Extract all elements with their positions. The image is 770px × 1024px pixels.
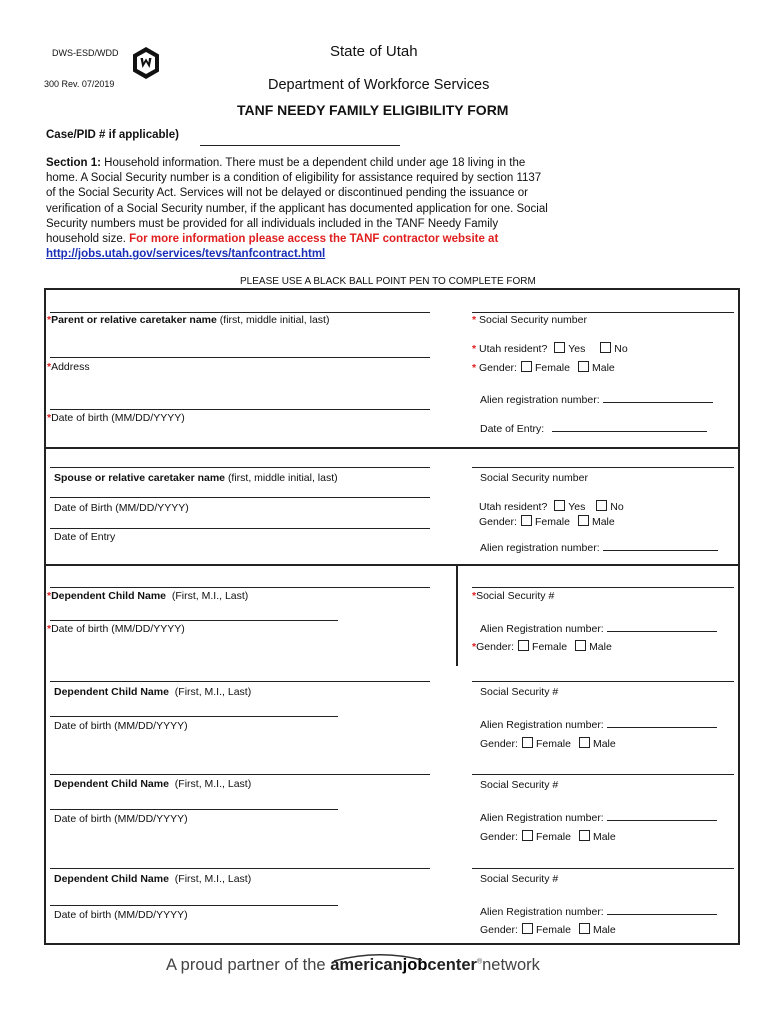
spouse-resident-no-checkbox[interactable] — [596, 500, 607, 511]
child2-name-field[interactable] — [50, 681, 430, 682]
child2-dob-field[interactable] — [50, 716, 338, 717]
section1-red-notice: For more information please access the TANF contractor website at — [129, 233, 499, 246]
child4-alien-reg: Alien Registration number: — [480, 906, 717, 918]
child1-dob-label: *Date of birth (MM/DD/YYYY) — [47, 623, 185, 635]
child3-name-label: Dependent Child Name (First, M.I., Last) — [54, 778, 252, 790]
spouse-utah-resident: Utah resident? Yes No — [479, 501, 624, 513]
child1-name-field[interactable] — [50, 587, 430, 588]
spouse-male-checkbox[interactable] — [578, 515, 589, 526]
parent-date-of-entry: Date of Entry: — [480, 423, 707, 435]
parent-female-checkbox[interactable] — [521, 361, 532, 372]
spouse-gender: Gender: Female Male — [479, 516, 615, 528]
footer-partner-line — [166, 956, 540, 975]
parent-ssn-field[interactable] — [472, 312, 734, 313]
brand-job: job — [402, 956, 428, 974]
child3-name-field[interactable] — [50, 774, 430, 775]
parent-address-label: *Address — [47, 361, 90, 373]
brand-center: center — [427, 956, 477, 974]
parent-ssn-label: * Social Security number — [472, 314, 587, 326]
spouse-ssn-label: Social Security number — [480, 472, 588, 484]
parent-alien-reg-field[interactable] — [603, 402, 713, 403]
child4-name-label: Dependent Child Name (First, M.I., Last) — [54, 873, 252, 885]
spouse-dob-label: Date of Birth (MM/DD/YYYY) — [54, 502, 189, 514]
child4-alien-reg-field[interactable] — [607, 914, 717, 915]
footer-suffix: network — [482, 956, 540, 974]
child2-ssn-label: Social Security # — [480, 686, 559, 698]
child1-ssn-field[interactable] — [472, 587, 734, 588]
section1-line6: household size. — [46, 233, 126, 246]
spouse-date-of-entry-label: Date of Entry — [54, 531, 116, 543]
parent-resident-yes-checkbox[interactable] — [554, 342, 565, 353]
child4-female-checkbox[interactable] — [522, 923, 533, 934]
parent-date-of-entry-field[interactable] — [552, 431, 707, 432]
child1-divider — [456, 564, 458, 666]
separator-child1 — [44, 564, 738, 566]
parent-gender: * Gender: Female Male — [472, 362, 615, 374]
parent-dob-field[interactable] — [50, 409, 430, 410]
child4-dob-field[interactable] — [50, 905, 338, 906]
section1-line2: home. A Social Security number is a condition of eligibility for assistance required by section 1137 — [46, 172, 542, 185]
dws-logo-icon — [131, 46, 161, 80]
child4-male-checkbox[interactable] — [579, 923, 590, 934]
footer-prefix: A proud partner of the — [166, 956, 331, 974]
child2-ssn-field[interactable] — [472, 681, 734, 682]
parent-name-field[interactable] — [50, 312, 430, 313]
case-pid-label: Case/PID # if applicable) — [46, 129, 179, 141]
child3-ssn-label: Social Security # — [480, 779, 559, 791]
pen-instruction: PLEASE USE A BLACK BALL POINT PEN TO COMPLETE FORM — [240, 276, 536, 287]
child2-alien-reg-field[interactable] — [607, 727, 717, 728]
child1-gender: *Gender: Female Male — [472, 641, 612, 653]
child3-male-checkbox[interactable] — [579, 830, 590, 841]
state-name: State of Utah — [330, 43, 418, 60]
tanf-contractor-link[interactable]: http://jobs.utah.gov/services/tevs/tanfcontract.html — [46, 248, 326, 261]
brand-american: american — [330, 956, 403, 974]
parent-male-checkbox[interactable] — [578, 361, 589, 372]
section1-line4: verification of a Social Security number, if the applicant has documented application for one. Social — [46, 202, 548, 215]
child4-name-field[interactable] — [50, 868, 430, 869]
child4-ssn-field[interactable] — [472, 868, 734, 869]
parent-address-field[interactable] — [50, 357, 430, 358]
parent-utah-resident: * Utah resident? Yes No — [472, 343, 628, 355]
registered-mark: ® — [476, 958, 483, 966]
spouse-alien-reg-field[interactable] — [603, 550, 718, 551]
child2-dob-label: Date of birth (MM/DD/YYYY) — [54, 720, 188, 732]
spouse-name-field[interactable] — [50, 467, 430, 468]
household-form-box — [44, 288, 740, 945]
child3-dob-field[interactable] — [50, 809, 338, 810]
section1-line5: Security numbers must be provided for all individuals included in the TANF Needy Family — [46, 217, 499, 230]
child4-dob-label: Date of birth (MM/DD/YYYY) — [54, 909, 188, 921]
swoosh-icon — [332, 952, 424, 962]
child4-gender: Gender: Female Male — [480, 924, 616, 936]
child3-ssn-field[interactable] — [472, 774, 734, 775]
child2-gender: Gender: Female Male — [480, 738, 616, 750]
separator-spouse — [44, 447, 738, 449]
child2-name-label: Dependent Child Name (First, M.I., Last) — [54, 686, 252, 698]
child2-female-checkbox[interactable] — [522, 737, 533, 748]
parent-resident-no-checkbox[interactable] — [600, 342, 611, 353]
form-code: DWS-ESD/WDD — [52, 48, 119, 58]
parent-name-label: *Parent or relative caretaker name (first, middle initial, last) — [47, 314, 330, 326]
dws-logo — [131, 46, 161, 80]
child3-gender: Gender: Female Male — [480, 831, 616, 843]
child3-dob-label: Date of birth (MM/DD/YYYY) — [54, 813, 188, 825]
form-title: TANF NEEDY FAMILY ELIGIBILITY FORM — [237, 102, 509, 118]
child4-ssn-label: Social Security # — [480, 873, 559, 885]
child1-female-checkbox[interactable] — [518, 640, 529, 651]
spouse-female-checkbox[interactable] — [521, 515, 532, 526]
department-name: Department of Workforce Services — [268, 77, 490, 93]
american-job-center-logo — [330, 956, 477, 975]
spouse-alien-reg: Alien registration number: — [480, 542, 718, 554]
revision-date: 300 Rev. 07/2019 — [44, 79, 115, 89]
spouse-resident-yes-checkbox[interactable] — [554, 500, 565, 511]
child2-alien-reg: Alien Registration number: — [480, 719, 717, 731]
child1-name-label: *Dependent Child Name (First, M.I., Last) — [47, 590, 249, 602]
child1-male-checkbox[interactable] — [575, 640, 586, 651]
child3-female-checkbox[interactable] — [522, 830, 533, 841]
child1-alien-reg: Alien Registration number: — [480, 623, 717, 635]
spouse-name-label: Spouse or relative caretaker name (first, middle initial, last) — [54, 472, 338, 484]
parent-dob-label: *Date of birth (MM/DD/YYYY) — [47, 412, 185, 424]
section1-text — [46, 156, 746, 262]
section1-line1: Household information. There must be a dependent child under age 18 living in the — [104, 157, 526, 169]
parent-alien-reg: Alien registration number: — [480, 394, 713, 406]
child3-alien-reg: Alien Registration number: — [480, 812, 717, 824]
spouse-date-of-entry-field[interactable] — [50, 528, 430, 529]
child1-alien-reg-field[interactable] — [607, 631, 717, 632]
child1-ssn-label: *Social Security # — [472, 590, 555, 602]
child2-male-checkbox[interactable] — [579, 737, 590, 748]
child1-dob-field[interactable] — [50, 620, 338, 621]
spouse-dob-field[interactable] — [50, 497, 430, 498]
spouse-ssn-field[interactable] — [472, 467, 734, 468]
case-pid-field[interactable] — [200, 145, 400, 146]
section1-heading: Section 1: — [46, 157, 101, 169]
child3-alien-reg-field[interactable] — [607, 820, 717, 821]
section1-line3: of the Social Security Act. Services will not be delayed or discontinued pending the issuance or — [46, 187, 529, 200]
